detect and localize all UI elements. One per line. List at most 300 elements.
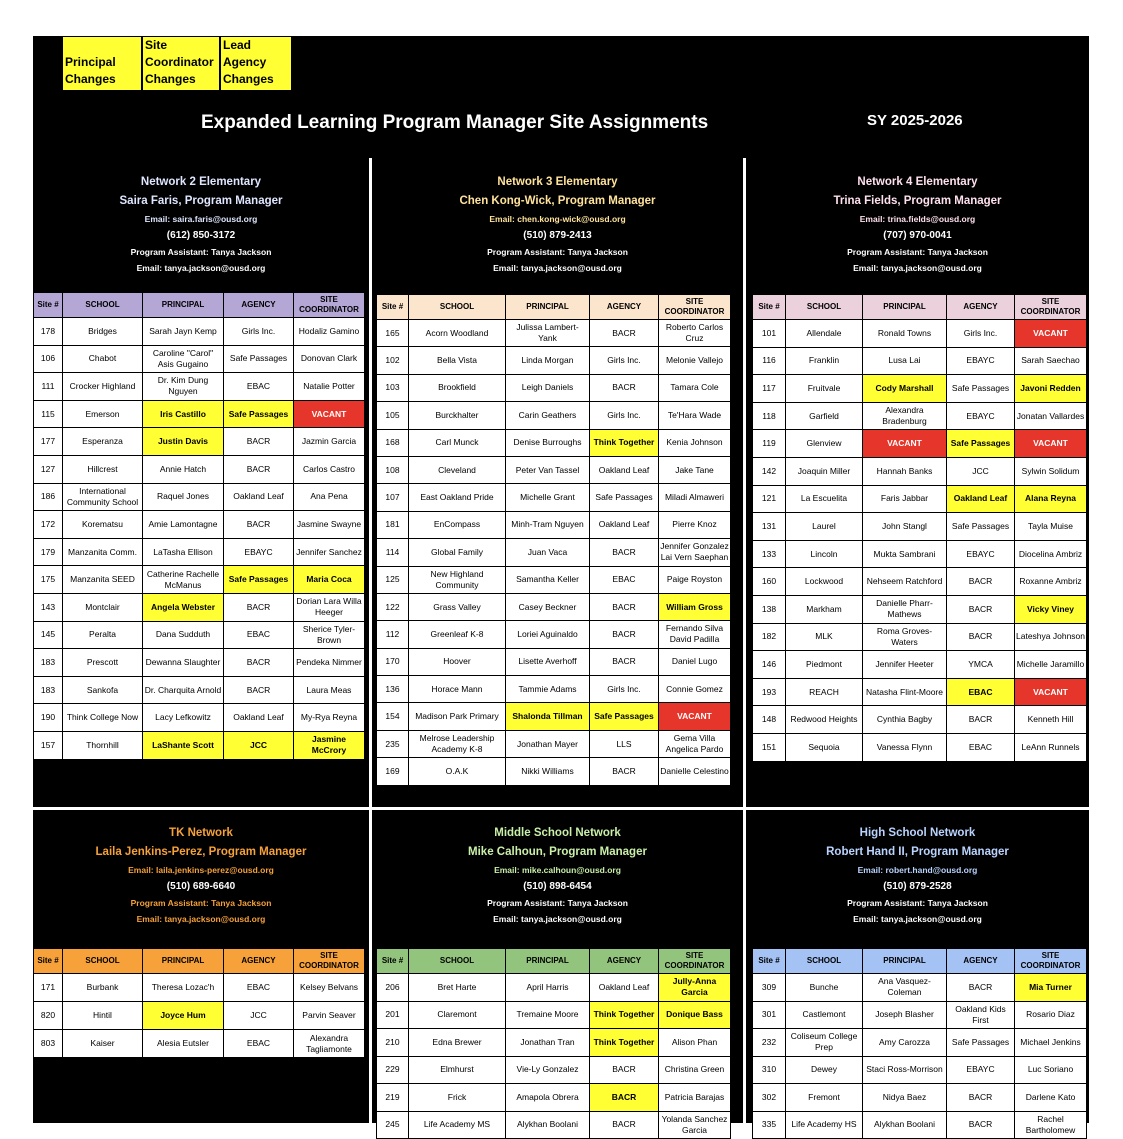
table-row [377,703,731,730]
cell-text: Melrose Leadership Academy K-8 [419,733,495,755]
cell-text: Oakland Kids First [955,1003,1006,1025]
cell-text: Think Together [593,437,655,448]
site-coordinator-cell [1015,430,1087,458]
table-row [753,485,1087,513]
cell-text: Bella Vista [436,355,477,366]
n3-network-header [372,176,743,273]
site-coordinator-cell [1015,678,1087,706]
agency-cell [947,1084,1015,1112]
column-header-site: Site # [377,949,409,974]
cell-text: Acorn Woodland [425,327,489,338]
agency-cell [224,566,294,594]
cell-text: 102 [385,355,400,366]
principal-cell [143,400,224,428]
table-row [753,347,1087,375]
cell-text: Girls Inc. [241,325,276,336]
site-coordinator-cell [659,429,731,456]
cell-text: 183 [40,656,56,667]
cell-text: Peralta [89,629,116,640]
site-coordinator-cell [294,511,365,539]
principal-cell [506,1056,590,1084]
n4-email[interactable]: Email: trina.fields@ousd.org [859,214,976,224]
agency-cell [590,374,659,401]
cell-text: Carlos Castro [303,463,355,474]
cell-text: VACANT [311,408,347,419]
site-number-cell [34,649,63,677]
cell-text: Esperanza [82,436,123,447]
cell-text: Hillcrest [87,463,118,474]
agency-cell [590,402,659,429]
cell-text: John Stangl [882,520,927,531]
cell-text: Brookfield [438,382,476,393]
n2-assistant-email[interactable]: Email: tanya.jackson@ousd.org [136,263,266,273]
cell-text: BACR [612,1119,636,1130]
n3-assistant-email[interactable]: Email: tanya.jackson@ousd.org [493,263,622,273]
principal-cell [506,402,590,429]
cell-text: Amapola Obrera [516,1091,579,1102]
school-cell [63,483,143,511]
table-row [753,402,1087,430]
cell-text: Dr. Charquita Arnold [144,684,222,695]
agency-cell [224,649,294,677]
cell-text: Javoni Redden [1020,382,1081,393]
cell-text: 105 [385,409,400,420]
principal-cell [506,1111,590,1139]
cell-text: Lateshya Johnson [1016,631,1085,642]
site-number-cell [377,484,409,511]
site-coordinator-cell [1015,568,1087,596]
cell-text: 172 [40,518,56,529]
principal-cell [863,402,947,430]
tk-email[interactable]: Email: laila.jenkins-perez@ousd.org [128,865,274,875]
site-number-cell [34,593,63,621]
cell-text: Think Together [593,1036,655,1047]
cell-text: Faris Jabbar [880,493,929,504]
cell-text: REACH [809,686,839,697]
principal-cell [863,375,947,403]
column-header-site-coordinator: SITE COORDINATOR [294,949,365,974]
cell-text: 178 [40,325,56,336]
cell-text: Oakland Leaf [233,491,284,502]
cell-text: Safe Passages [594,711,654,722]
site-coordinator-cell [659,758,731,785]
column-header-school: SCHOOL [63,293,143,318]
cell-text: BACR [612,327,636,338]
cell-text: Oakland Leaf [953,493,1008,504]
principal-cell [143,1030,224,1058]
cell-text: 219 [385,1091,400,1102]
site-coordinator-cell [659,1001,731,1029]
cell-text: 169 [385,765,400,776]
site-number-cell [753,568,786,596]
cell-text: Caroline "Carol" Asis Gugaino [152,347,214,369]
n2-phone: (612) 850-3172 [166,230,236,241]
cell-text: Michael Jenkins [1020,1036,1081,1047]
site-number-cell [377,1001,409,1029]
cell-text: Kenneth Hill [1027,714,1074,725]
cell-text: Dewey [811,1064,837,1075]
principal-cell [506,676,590,703]
cell-text: Nehseem Ratchford [866,576,943,587]
cell-text: William Gross [666,601,723,612]
school-cell [63,428,143,456]
cell-text: Sequoia [808,741,840,752]
agency-cell [947,733,1015,761]
tk-assistant-email[interactable]: Email: tanya.jackson@ousd.org [136,914,266,924]
site-coordinator-cell [294,566,365,594]
tk-name: TK Network [169,827,233,839]
hs-network-header [746,827,1089,924]
hs-assistant: Program Assistant: Tanya Jackson [847,898,988,908]
n3-assistant: Program Assistant: Tanya Jackson [487,247,628,257]
tk-assistant: Program Assistant: Tanya Jackson [130,898,272,908]
cell-text: BACR [612,656,636,667]
cell-text: BACR [968,1091,993,1102]
cell-text: 136 [385,683,400,694]
school-cell [409,648,506,675]
column-header-principal: PRINCIPAL [863,295,947,320]
principal-cell [863,1111,947,1139]
cell-text: Tayla Muise [1028,520,1073,531]
cell-text: Ana Pena [310,491,348,502]
cell-text: 142 [761,465,777,476]
cell-text: LeAnn Runnels [1021,741,1080,752]
cell-text: BACR [246,601,271,612]
cell-text: 157 [40,739,56,750]
site-number-cell [34,974,63,1002]
cell-text: EBAYC [244,546,273,557]
column-header-site-coordinator: SITE COORDINATOR [1015,949,1087,974]
cell-text: Natasha Flint-Moore [865,686,943,697]
cell-text: 107 [385,492,400,503]
cell-text: Alesia Eutsler [157,1038,209,1048]
site-number-cell [34,318,63,346]
cell-text: 122 [385,601,400,612]
cell-text: LaTasha Ellison [153,546,213,557]
cell-text: 181 [385,519,400,530]
cell-text: Piedmont [806,658,842,669]
cell-text: Chabot [88,353,117,364]
cell-text: Staci Ross-Morrison [866,1064,943,1075]
n2-site-table [33,292,365,760]
cell-text: Yolanda Sanchez Garcia [661,1113,728,1135]
hs-email[interactable]: Email: robert.hand@ousd.org [857,865,978,875]
cell-text: Jennifer Sanchez [296,546,362,557]
school-cell [63,373,143,401]
cell-text: Jully-Anna Garcia [672,976,717,998]
cell-text: 175 [40,574,56,585]
cell-text: 125 [385,574,400,585]
agency-cell [947,651,1015,679]
agency-cell [947,974,1015,1002]
cell-text: Donovan Clark [300,353,358,364]
cell-text: Bridges [88,325,117,336]
column-header-agency: AGENCY [224,949,294,974]
cell-text: Luc Soriano [1027,1064,1074,1075]
cell-text: Think College Now [66,712,139,723]
cell-text: 119 [762,438,776,449]
cell-text: BACR [246,436,271,447]
cell-text: Paige Royston [666,574,723,585]
site-number-cell [34,483,63,511]
cell-text: Lincoln [810,548,838,559]
site-number-cell [753,430,786,458]
table-row [377,484,731,511]
cell-text: Global Family [431,546,483,557]
cell-text: BACR [612,382,636,393]
cell-text: Mia Turner [1029,981,1072,992]
site-coordinator-cell [659,1056,731,1084]
principal-cell [143,649,224,677]
ms-assistant-email[interactable]: Email: tanya.jackson@ousd.org [493,914,622,924]
agency-cell [947,568,1015,596]
n3-site-table [376,294,731,786]
table-row [753,430,1087,458]
cell-text: Diocelina Ambriz [1018,548,1083,559]
cell-text: 229 [385,1064,400,1075]
agency-cell [224,538,294,566]
n4-assistant-email[interactable]: Email: tanya.jackson@ousd.org [853,263,982,273]
cell-text: Melonie Vallejo [665,355,723,366]
cell-text: Tamara Cole [670,382,719,393]
site-coordinator-cell [294,974,365,1002]
agency-cell [947,1001,1015,1029]
cell-text: Miladi Almaweri [664,492,725,503]
school-cell [409,456,506,483]
cell-text: YMCA [968,658,993,669]
site-coordinator-cell [1015,375,1087,403]
principal-cell [506,347,590,374]
school-cell [63,455,143,483]
cell-text: Nidya Baez [882,1091,927,1102]
site-coordinator-cell [294,483,365,511]
column-header-principal: PRINCIPAL [143,949,224,974]
cell-text: 131 [761,520,777,531]
agency-cell [590,566,659,593]
tk-network-header [33,827,369,924]
cell-text: My-Rya Reyna [300,712,358,723]
cell-text: Glenview [806,438,842,449]
cell-text: Safe Passages [951,1036,1010,1047]
school-cell [409,347,506,374]
cell-text: Roma Groves-Waters [876,625,933,647]
cell-text: Madison Park Primary [415,711,499,722]
agency-cell [947,457,1015,485]
table-row [753,733,1087,761]
agency-cell [590,730,659,757]
cell-text: EBAC [612,574,636,585]
column-header-site-coordinator: SITE COORDINATOR [294,293,365,318]
school-cell [409,484,506,511]
legend-principal-changes: Principal Changes [62,36,142,91]
site-coordinator-cell [294,455,365,483]
principal-cell [863,1056,947,1084]
site-number-cell [377,676,409,703]
cell-text: Claremont [437,1009,477,1020]
site-coordinator-cell [1015,1056,1087,1084]
principal-cell [506,511,590,538]
cell-text: EnCompass [433,519,481,530]
site-coordinator-cell [659,484,731,511]
cell-text: Burckhalter [435,409,479,420]
agency-cell [947,402,1015,430]
site-number-cell [377,347,409,374]
school-cell [786,595,863,623]
agency-cell [590,1056,659,1084]
cell-text: JCC [249,739,267,750]
principal-cell [143,566,224,594]
column-header-principal: PRINCIPAL [506,949,590,974]
school-cell [409,1084,506,1112]
principal-cell [143,345,224,373]
cell-text: Juan Vaca [527,546,568,557]
cell-text: Garfield [809,410,839,421]
school-cell [409,320,506,347]
n3-email[interactable]: Email: chen.kong-wick@ousd.org [489,214,626,224]
column-header-school: SCHOOL [409,295,506,320]
hs-assistant-email[interactable]: Email: tanya.jackson@ousd.org [853,914,982,924]
cell-text: VACANT [677,711,712,722]
cell-text: 133 [761,548,777,559]
site-coordinator-cell [659,374,731,401]
site-coordinator-cell [659,566,731,593]
cell-text: BACR [968,981,993,992]
school-cell [786,347,863,375]
cell-text: 245 [385,1119,400,1130]
cell-text: EBAC [968,741,993,752]
principal-cell [863,540,947,568]
site-number-cell [377,648,409,675]
cell-text: Amie Lamontagne [148,518,218,529]
cell-text: Coliseum College Prep [790,1031,858,1053]
legend-site-coordinator-changes: Site Coordinator Changes [142,36,220,91]
cell-text: Maria Coca [306,574,352,585]
cell-text: 151 [761,741,777,752]
agency-cell [224,974,294,1002]
agency-cell [224,704,294,732]
table-row [377,621,731,648]
principal-cell [506,456,590,483]
cell-text: 108 [385,464,400,475]
agency-cell [590,974,659,1002]
site-number-cell [753,320,786,348]
cell-text: 106 [40,353,56,364]
cell-text: Safe Passages [951,520,1010,531]
cell-text: Alykhan Boolani [517,1119,578,1130]
site-number-cell [34,428,63,456]
principal-cell [506,484,590,511]
site-coordinator-cell [659,1111,731,1139]
table-row [34,345,365,373]
principal-cell [863,568,947,596]
cell-text: EBAC [246,982,271,992]
cell-text: 160 [761,576,777,587]
cell-text: Lusa Lai [888,355,921,366]
agency-cell [947,1056,1015,1084]
cell-text: Life Academy HS [791,1119,857,1130]
cell-text: Parvin Seaver [302,1010,356,1020]
cell-text: Sylwin Solidum [1021,465,1080,476]
table-row [34,455,365,483]
table-row [753,623,1087,651]
cell-text: BACR [246,684,271,695]
row-divider [33,807,1089,810]
ms-name: Middle School Network [494,827,621,839]
school-cell [63,621,143,649]
n2-email[interactable]: Email: saira.faris@ousd.org [144,214,258,224]
ms-assistant: Program Assistant: Tanya Jackson [487,898,628,908]
agency-cell [947,595,1015,623]
cell-text: BACR [968,603,993,614]
column-header-principal: PRINCIPAL [863,949,947,974]
cell-text: Catherine Rachelle McManus [146,568,220,590]
cell-text: 193 [761,686,777,697]
site-number-cell [34,731,63,759]
cell-text: 335 [761,1119,777,1130]
cell-text: 183 [40,684,56,695]
site-coordinator-cell [294,649,365,677]
cell-text: Markham [806,603,842,614]
cell-text: 170 [385,656,400,667]
ms-site-table [376,948,731,1139]
school-cell [409,676,506,703]
agency-cell [224,428,294,456]
cell-text: Denise Burroughs [513,437,582,448]
school-year: SY 2025-2026 [867,112,963,129]
n2-name: Network 2 Elementary [140,176,262,188]
cell-text: 310 [761,1064,777,1075]
cell-text: Sarah Jayn Kemp [149,325,217,336]
table-row [753,375,1087,403]
site-coordinator-cell [294,731,365,759]
site-number-cell [377,730,409,757]
principal-cell [863,485,947,513]
cell-text: VACANT [1033,438,1068,449]
column-header-school: SCHOOL [786,949,863,974]
cell-text: Oakland Leaf [598,464,650,475]
table-row [34,974,365,1002]
table-row [377,730,731,757]
site-coordinator-cell [1015,1029,1087,1057]
ms-email[interactable]: Email: mike.calhoun@ousd.org [494,865,621,875]
cell-text: Safe Passages [951,382,1010,393]
school-cell [63,318,143,346]
site-number-cell [377,1111,409,1139]
school-cell [409,974,506,1002]
school-cell [786,706,863,734]
cell-text: 114 [385,546,400,557]
site-coordinator-cell [294,1002,365,1030]
site-coordinator-cell [1015,974,1087,1002]
cell-text: 803 [40,1038,56,1048]
cell-text: Samantha Keller [516,574,579,585]
site-coordinator-cell [294,373,365,401]
site-number-cell [377,1084,409,1112]
cell-text: 171 [40,982,56,992]
site-number-cell [377,374,409,401]
site-number-cell [753,457,786,485]
cell-text: Natalie Potter [303,380,355,391]
table-row [753,1056,1087,1084]
cell-text: Nikki Williams [521,765,574,776]
cell-text: Alexandra Tagliamonte [306,1032,352,1054]
cell-text: Alykhan Boolani [874,1119,935,1130]
principal-cell [143,511,224,539]
cell-text: Joaquin Miller [797,465,851,476]
cell-text: BACR [968,714,993,725]
principal-cell [506,974,590,1002]
cell-text: BACR [246,518,271,529]
